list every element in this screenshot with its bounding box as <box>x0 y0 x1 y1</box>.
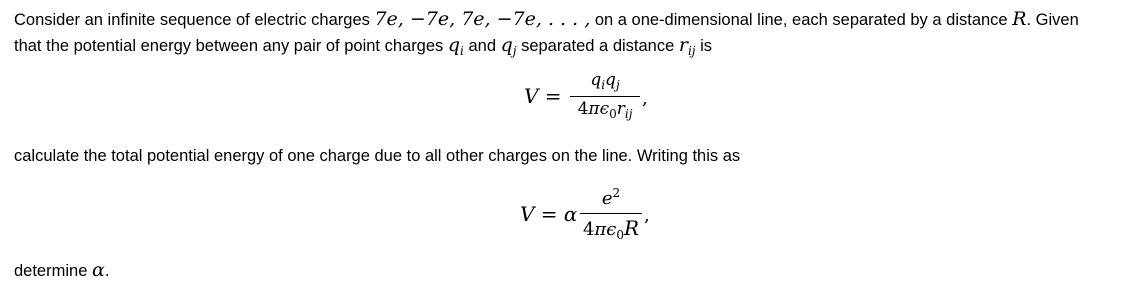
line2-text-middle: separated a distance <box>516 37 679 55</box>
eq1-den-0: 0 <box>609 107 617 121</box>
distance-variable-R: R <box>1012 8 1027 30</box>
eq2-num-2: 2 <box>612 186 621 200</box>
problem-line-3: calculate the total potential energy of one charge due to all other charges on the line. Writing this as <box>14 147 741 165</box>
eq1-den-4: 4 <box>577 99 589 119</box>
eq2-denominator <box>580 216 642 242</box>
eq2-lhs: V = α <box>520 202 578 226</box>
eq1-num-j: j <box>615 78 620 92</box>
problem-line-1 <box>14 9 1079 30</box>
line1-text-before: Consider an infinite sequence of electric charges <box>14 11 375 29</box>
eq2-numerator <box>580 186 642 209</box>
eq1-fraction-bar <box>570 96 640 97</box>
eq1-numerator <box>570 70 640 92</box>
line1-text-after: on a one-dimensional line, each separated by a distance <box>590 11 1013 29</box>
line2-text-before: that the potential energy between any pair of point charges <box>14 37 448 55</box>
eq2-den-pi-eps: πϵ <box>594 219 617 240</box>
eq1-den-r: r <box>616 99 625 119</box>
eq1-den-ij: ij <box>624 107 633 121</box>
eq2-den-4: 4 <box>582 219 595 240</box>
eq2-comma: , <box>644 205 650 226</box>
eq2-den-R: R <box>623 216 640 240</box>
line4-text-before: determine <box>14 262 92 280</box>
problem-line-2 <box>14 35 712 61</box>
line2-text-and: and <box>463 37 501 55</box>
eq2-fraction-bar <box>580 213 642 214</box>
eq1-num-i: i <box>601 78 606 92</box>
line2-text-after: is <box>695 37 713 55</box>
eq1-den-pi-eps: πϵ <box>588 99 610 119</box>
charge-sequence-math: 7e, −7e, 7e, −7e, . . . , <box>374 8 591 30</box>
charge-qi-subscript: i <box>460 44 464 58</box>
alpha-variable: α <box>91 259 105 281</box>
line4-text-after: . <box>104 262 110 280</box>
eq1-comma: , <box>642 88 648 109</box>
eq1-denominator <box>570 99 640 121</box>
line1-text-end: . Given <box>1026 11 1079 29</box>
distance-rij-base: r <box>678 34 688 56</box>
charge-qj-subscript: j <box>512 44 517 58</box>
distance-rij-subscript: ij <box>687 44 696 58</box>
eq2-num-e: e <box>601 188 613 209</box>
eq1-lhs: V = <box>524 84 562 108</box>
problem-line-4 <box>14 260 109 281</box>
eq2-den-0: 0 <box>616 228 624 242</box>
charge-qj-base: q <box>500 34 513 56</box>
eq1-num-q2: q <box>605 70 616 90</box>
eq1-num-q: q <box>590 70 602 90</box>
charge-qi-base: q <box>447 34 461 56</box>
